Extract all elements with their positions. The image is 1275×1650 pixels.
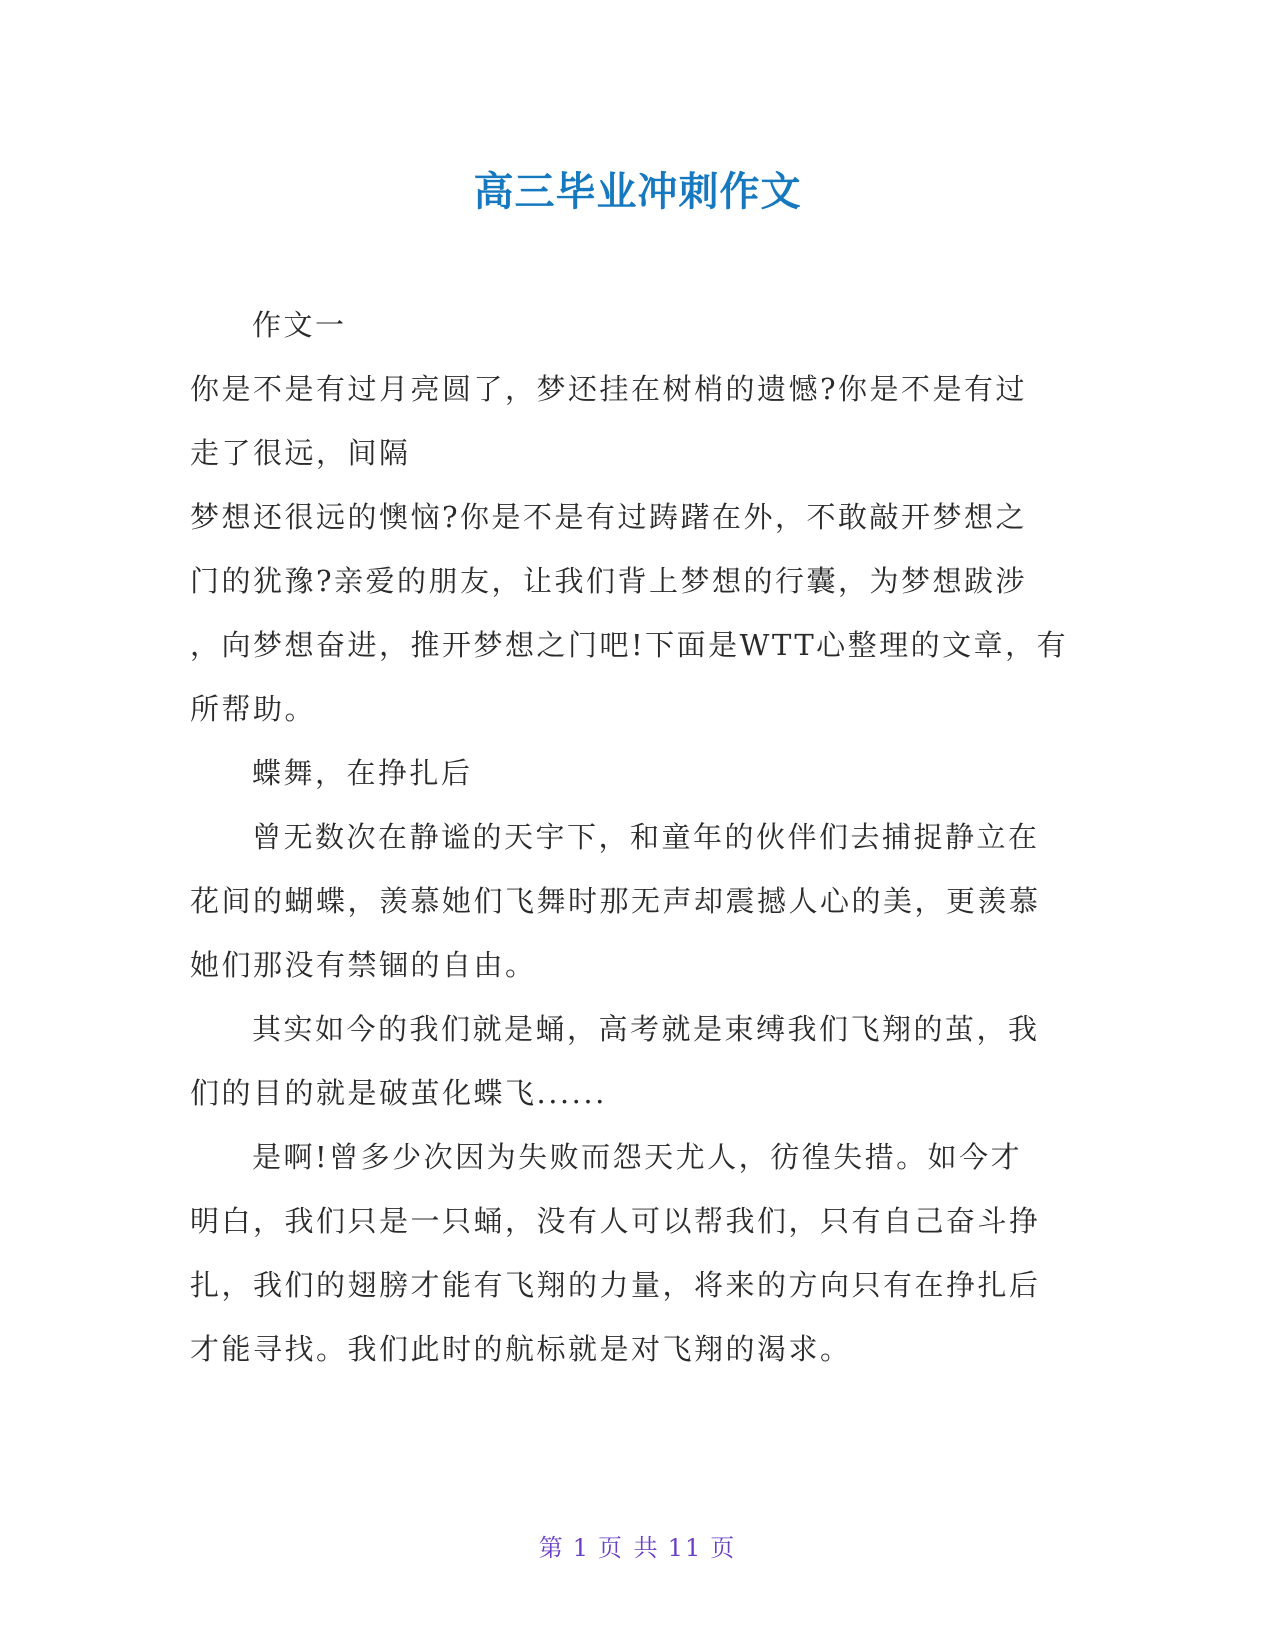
body-line: 所帮助。	[190, 692, 317, 726]
footer-total-pages: 11	[667, 1534, 703, 1562]
section-heading: 蝶舞，在挣扎后	[252, 756, 473, 790]
body-line: 明白，我们只是一只蛹，没有人可以帮我们，只有自己奋斗挣	[190, 1204, 1041, 1238]
body-line: 你是不是有过月亮圆了，梦还挂在树梢的遗憾?你是不是有过	[190, 372, 1028, 406]
document-title: 高三毕业冲刺作文	[473, 169, 802, 215]
body-line: 她们那没有禁锢的自由。	[190, 948, 537, 982]
footer-prefix: 第	[538, 1534, 565, 1562]
footer-middle: 页 共	[598, 1534, 660, 1562]
page-footer	[0, 1528, 1275, 1563]
body-line: 才能寻找。我们此时的航标就是对飞翔的渴求。	[190, 1332, 852, 1366]
footer-page-number: 1	[572, 1534, 591, 1562]
body-line: 们的目的就是破茧化蝶飞......	[190, 1076, 607, 1110]
body-line: 作文一	[252, 308, 347, 342]
body-line: 走了很远，间隔	[190, 436, 411, 470]
body-line: 其实如今的我们就是蛹，高考就是束缚我们飞翔的茧，我	[252, 1012, 1040, 1046]
body-line: 扎，我们的翅膀才能有飞翔的力量，将来的方向只有在挣扎后	[190, 1268, 1041, 1302]
body-line: 花间的蝴蝶，羡慕她们飞舞时那无声却震撼人心的美，更羡慕	[190, 884, 1041, 918]
body-line: 是啊!曾多少次因为失败而怨天尤人，彷徨失措。如今才	[252, 1140, 1023, 1174]
document-body	[190, 293, 1095, 1381]
body-line: ，向梦想奋进，推开梦想之门吧!下面是WTT心整理的文章，有	[190, 628, 1069, 662]
body-line: 梦想还很远的懊恼?你是不是有过踌躇在外，不敢敲开梦想之	[190, 500, 1028, 534]
body-line: 门的犹豫?亲爱的朋友，让我们背上梦想的行囊，为梦想跋涉	[190, 564, 1028, 598]
body-line: 曾无数次在静谧的天宇下，和童年的伙伴们去捕捉静立在	[252, 820, 1040, 854]
footer-suffix: 页	[710, 1534, 737, 1562]
